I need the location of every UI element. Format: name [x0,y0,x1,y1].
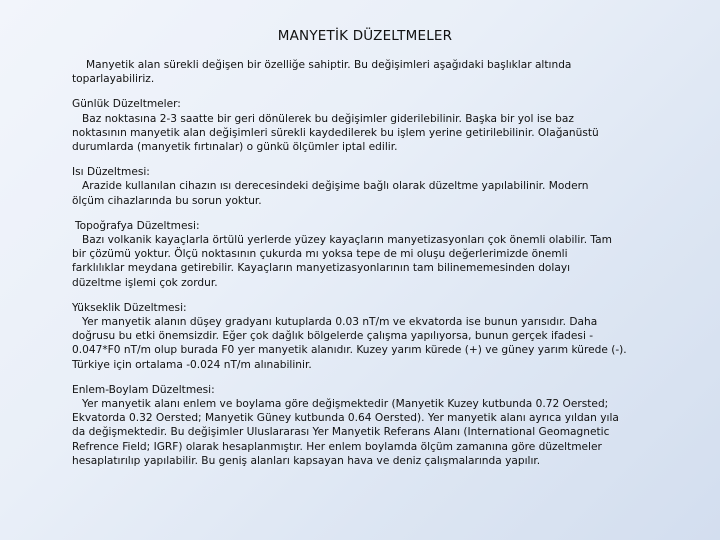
document-body [72,58,642,468]
text-line: durumlarda (manyetik fırtınalar) o günkü ölçümler iptal edilir. [72,141,398,154]
section-heading: Günlük Düzeltmeler: [72,98,181,111]
section-heading: Isı Düzeltmesi: [72,166,150,179]
section-temperature-correction [72,165,642,208]
section-elevation-correction [72,301,642,372]
text-line: Manyetik alan sürekli değişen bir özelliğe sahiptir. Bu değişimleri aşağıdaki başlıklar altında [86,59,572,71]
text-line: Ekvatorda 0.32 Oersted; Manyetik Güney kutbunda 0.64 Oersted). Yer manyetik alanı ayrıca yıldan yıla [72,412,619,425]
text-line: da değişmektedir. Bu değişimler Uluslararası Yer Manyetik Referans Alanı (International Geomagnetic [72,426,610,439]
section-heading: Yükseklik Düzeltmesi: [72,301,187,314]
text-line: Refrence Field; IGRF) olarak hesaplanmıştır. Her enlem boylamda ölçüm zamanına göre düzeltmeler [72,440,602,453]
text-line: ölçüm cihazlarında bu sorun yoktur. [72,194,262,207]
text-line: Türkiye için ortalama -0.024 nT/m alınabilinir. [72,358,312,371]
text-line: düzeltme işlemi çok zordur. [72,276,218,289]
text-line: 0.047*F0 nT/m olup burada F0 yer manyetik alanıdır. Kuzey yarım kürede (+) ve güney yarım kürede (-). [72,344,627,357]
section-heading: Topoğrafya Düzeltmesi: [75,219,200,232]
section-daily-corrections [72,97,642,154]
text-line: Yer manyetik alanın düşey gradyanı kutuplarda 0.03 nT/m ve ekvatorda ise bunun yarısıdır. Daha [82,316,598,329]
section-latitude-longitude-correction [72,383,642,468]
section-heading: Enlem-Boylam Düzeltmesi: [72,383,215,396]
section-topography-correction [72,219,642,290]
text-line: noktasının manyetik alan değişimleri sürekli kaydedilerek bu işlem yerine getirilebilinir. Olağanüstü [72,126,599,139]
text-line: farklılıklar meydana getirebilir. Kayaçların manyetizasyonlarının tam bilinememesinden dolayı [72,262,571,275]
intro-paragraph [72,58,642,86]
text-line: bir çözümü yoktur. Ölçü noktasının çukurda mı yoksa tepe de mi oluşu değerlerimizde önemli [72,248,568,261]
page-title: MANYETİK DÜZELTMELER [277,28,453,44]
text-line: toparlayabiliriz. [72,73,155,86]
text-line: Yer manyetik alanı enlem ve boylama göre değişmektedir (Manyetik Kuzey kutbunda 0.72 Oersted; [82,398,609,411]
text-line: Baz noktasına 2-3 saatte bir geri dönülerek bu değişimler giderilebilinir. Başka bir yol ise baz [82,112,574,125]
text-line: doğrusu bu etki önemsizdir. Eğer çok dağlık bölgelerde çalışma yapılıyorsa, bunun gerçek ifadesi - [72,330,594,343]
text-line: Arazide kullanılan cihazın ısı derecesindeki değişime bağlı olarak düzeltme yapılabilinir. Modern [82,180,589,193]
text-line: Bazı volkanik kayaçlarla örtülü yerlerde yüzey kayaçların manyetizasyonları çok önemli olabilir. Tam [82,234,612,247]
text-line: hesaplatırılıp yapılabilir. Bu geniş alanları kapsayan hava ve deniz çalışmalarında yapılır. [72,454,541,467]
